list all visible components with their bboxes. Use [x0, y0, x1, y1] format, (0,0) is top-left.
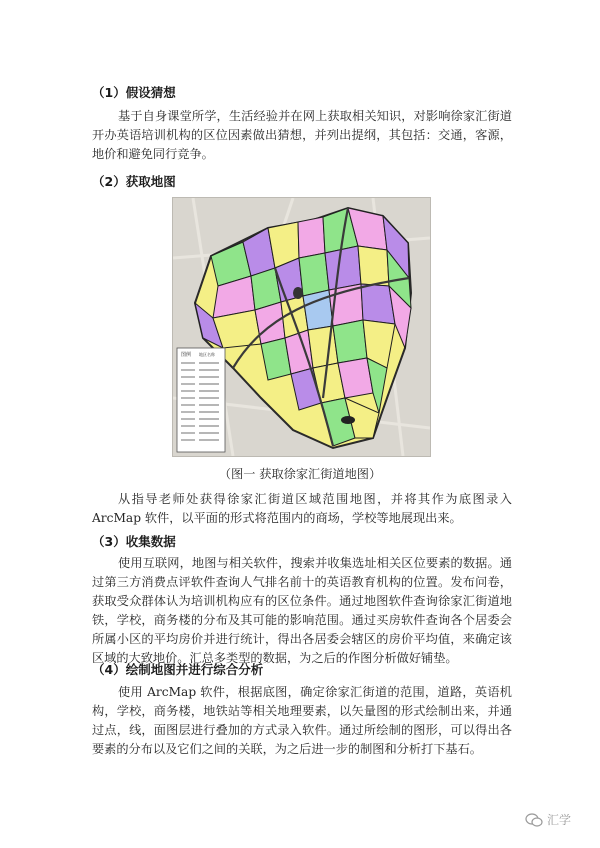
- section-heading-draw-analyze: （4）绘制地图并进行综合分析: [92, 662, 264, 677]
- district-map-figure: [172, 197, 431, 457]
- paragraph-get-map: 从指导老师处获得徐家汇街道区域范围地图，并将其作为底图录入 ArcMap 软件，以平面的形式将范围内的商场，学校等地展现出来。: [92, 492, 512, 525]
- section-heading-get-map: （2）获取地图: [92, 174, 176, 189]
- watermark-text: 汇学: [547, 813, 572, 827]
- paragraph-draw-analyze: 使用 ArcMap 软件，根据底图，确定徐家汇街道的范围，道路，英语机构，学校，商务楼，地铁站等相关地理要素，以矢量图的形式绘制出来，并通过点，线，面图层进行叠加的方式录入软件。通过所绘制的图形，可以得出各要素的分布以及它们之间的关联，为之后进一步的制图和分析打下基石。: [92, 685, 512, 756]
- district-map: [173, 198, 430, 456]
- map-legend: [177, 348, 225, 452]
- landmark-marker: [293, 287, 303, 299]
- section-heading-collect-data: （3）收集数据: [92, 534, 176, 549]
- legend-title: 图例: [181, 352, 192, 358]
- wechat-icon: [525, 813, 543, 827]
- paragraph-collect-data: 使用互联网，地图与相关软件，搜索并收集选址相关区位要素的数据。通过第三方消费点评软件查询人气排名前十的英语教育机构的位置。发布问卷，获取受众群体认为培训机构应有的区位条件。通过地图软件查询徐家汇街道地铁，学校，商务楼的分布及其可能的影响范围。通过买房软件查询各个居委会所属小区的平均房价并进行统计，得出各居委会辖区的房价平均值，来确定该区域的大致地价。汇总多类型的数据，为之后的作图分析做好铺垫。: [92, 556, 512, 665]
- watermark: [525, 811, 571, 828]
- section-heading-hypothesis: （1）假设猜想: [92, 85, 176, 100]
- paragraph-hypothesis: 基于自身课堂所学，生活经验并在网上获取相关知识，对影响徐家汇街道开办英语培训机构的区位因素做出猜想，并列出提纲，其包括：交通，客源，地价和避免同行竞争。: [92, 109, 512, 161]
- figure-caption: （图一 获取徐家汇街道地图）: [218, 467, 382, 481]
- landmark-marker: [341, 416, 355, 424]
- legend-header: 地区名称: [199, 352, 215, 357]
